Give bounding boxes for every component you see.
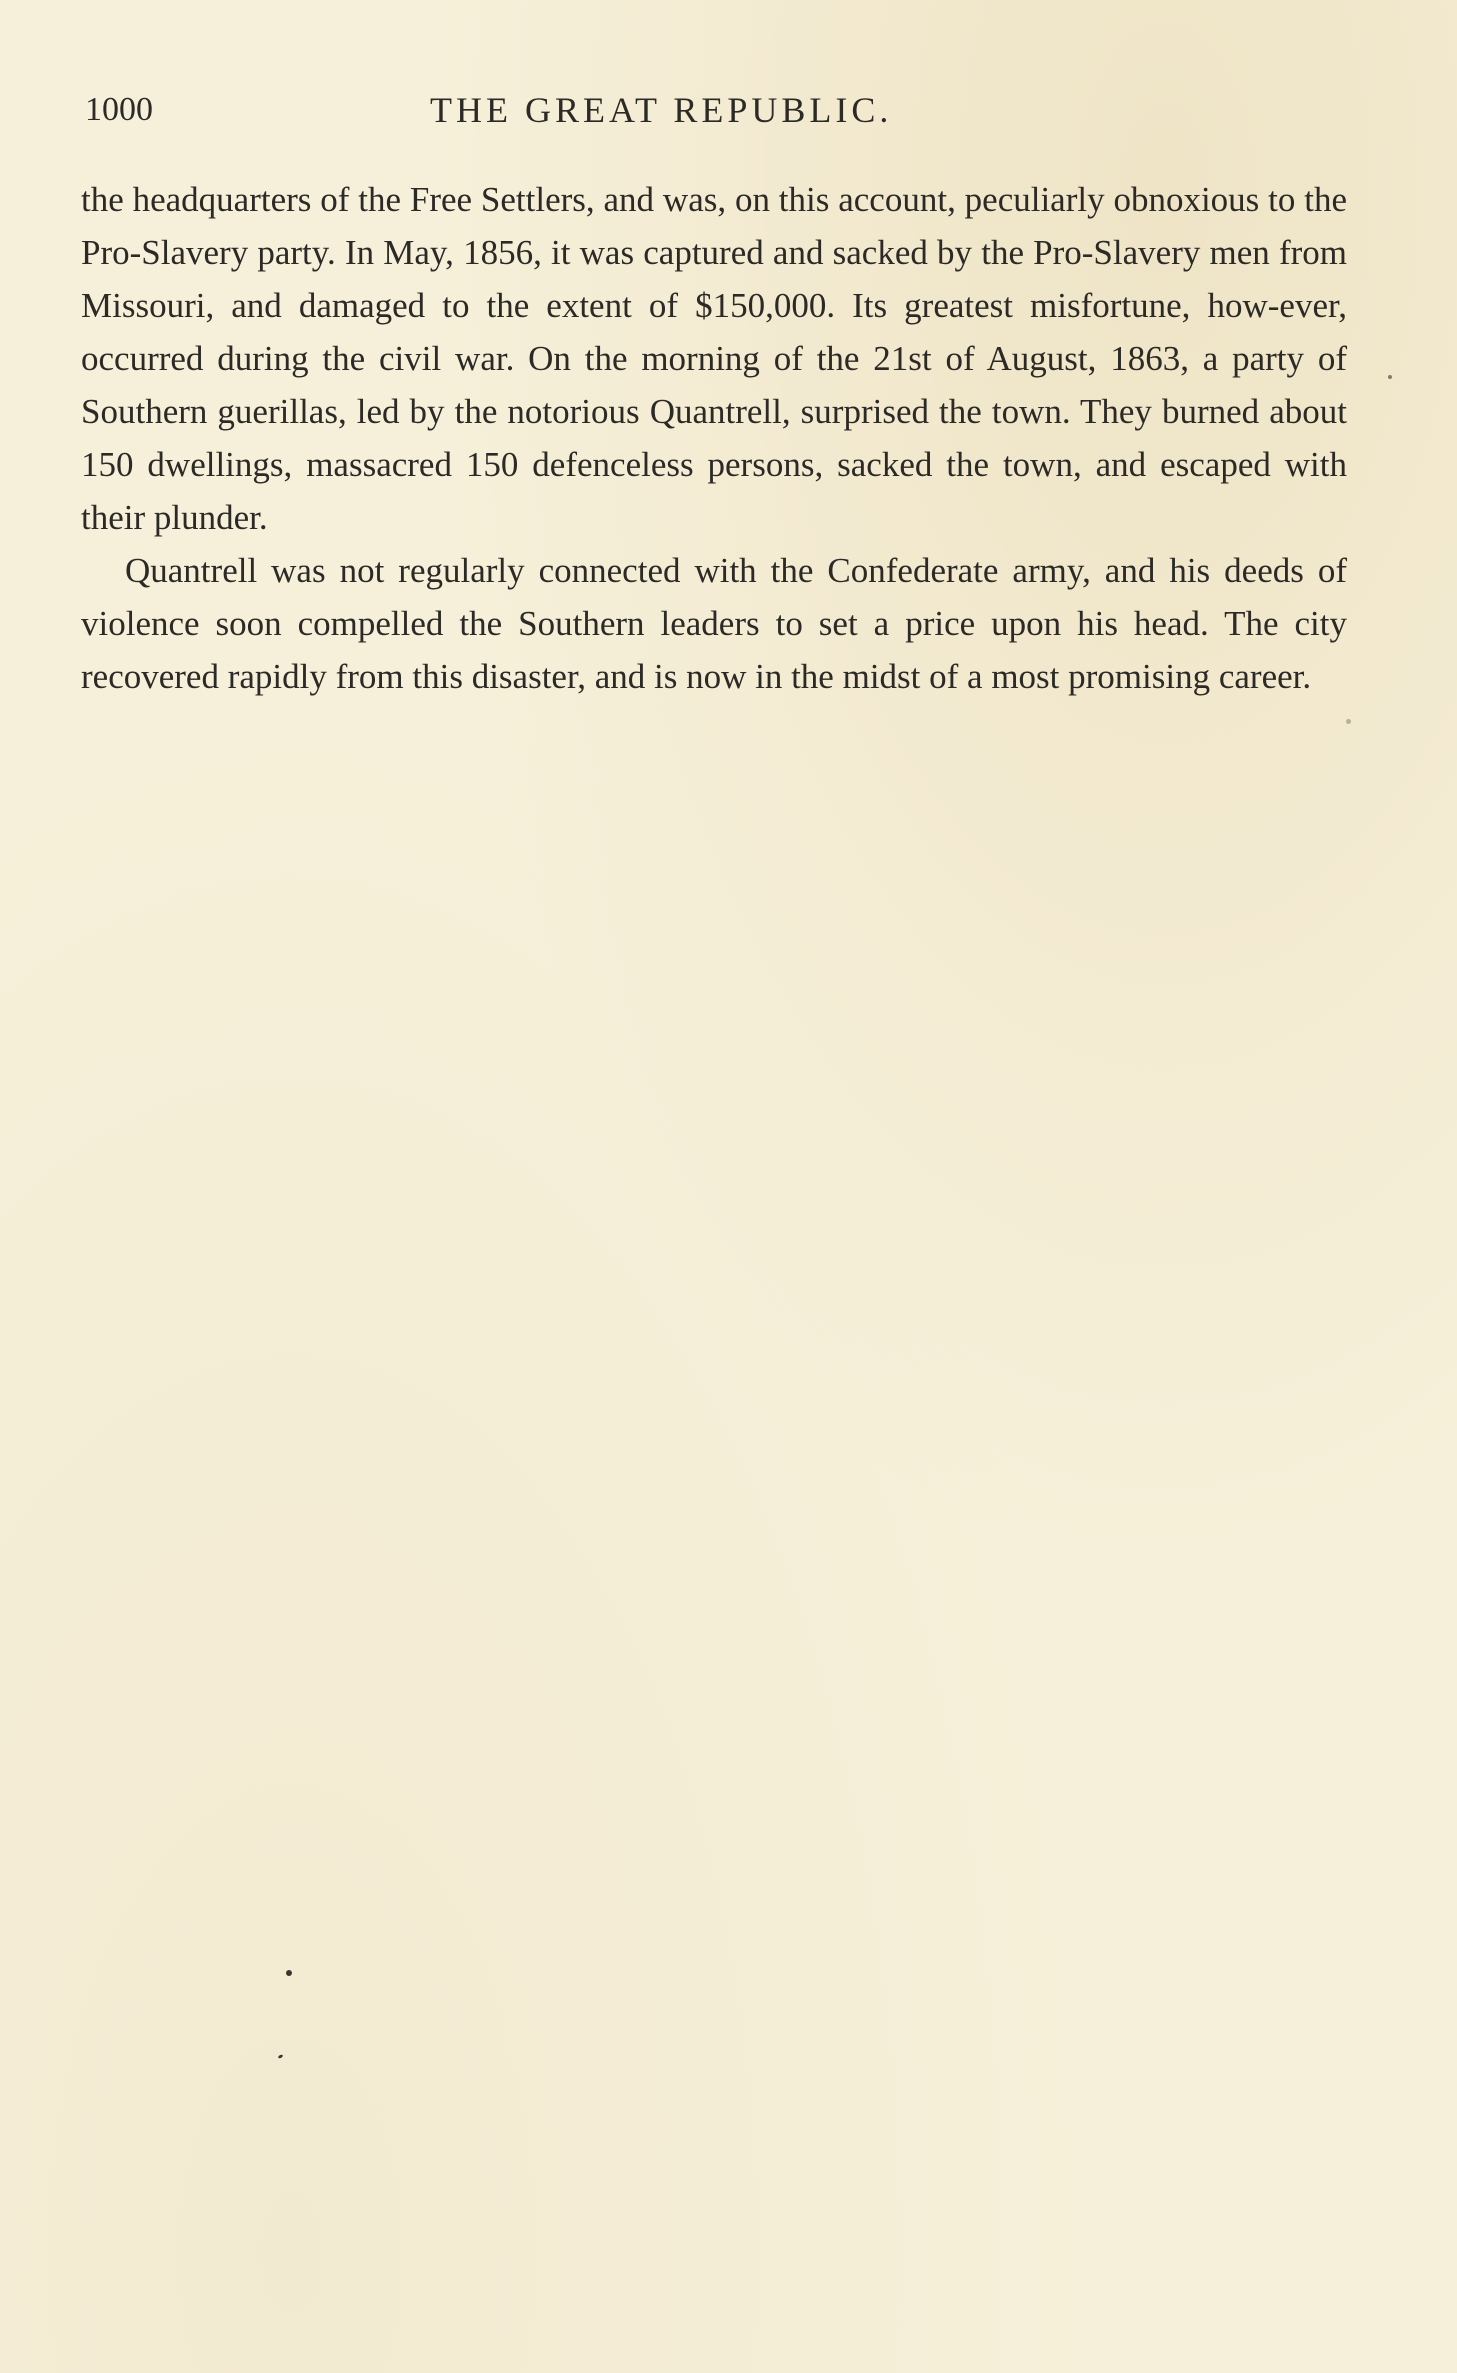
body-text	[81, 173, 1347, 703]
page-number: 1000	[85, 91, 153, 128]
ink-speck	[1388, 375, 1392, 379]
ink-speck	[1346, 719, 1351, 724]
running-head	[85, 88, 985, 132]
ink-speck	[286, 1970, 292, 1976]
paragraph-2: Quantrell was not regularly connected with the Confederate army, and his deeds of violence soon compelled the Southern leaders to set a price upon his head. The city recovered rapidly from this disaster, and is now in the midst of a most promising career.	[81, 551, 1347, 696]
paragraph-1: the headquarters of the Free Settlers, and was, on this account, peculiarly obnoxious to the Pro-Slavery party. In May, 1856, it was captured and sacked by the Pro-Slavery men from Missouri, and damaged to the extent of $150,000. Its greatest misfortune, how-ever, occurred during the civil war. On the morning of the 21st of August, 1863, a party of Southern guerillas, led by the notorious Quantrell, surprised the town. They burned about 150 dwellings, massacred 150 defenceless persons, sacked the town, and escaped with their plunder.	[81, 180, 1347, 537]
ink-speck	[278, 2054, 284, 2059]
running-title: THE GREAT REPUBLIC.	[430, 90, 893, 130]
